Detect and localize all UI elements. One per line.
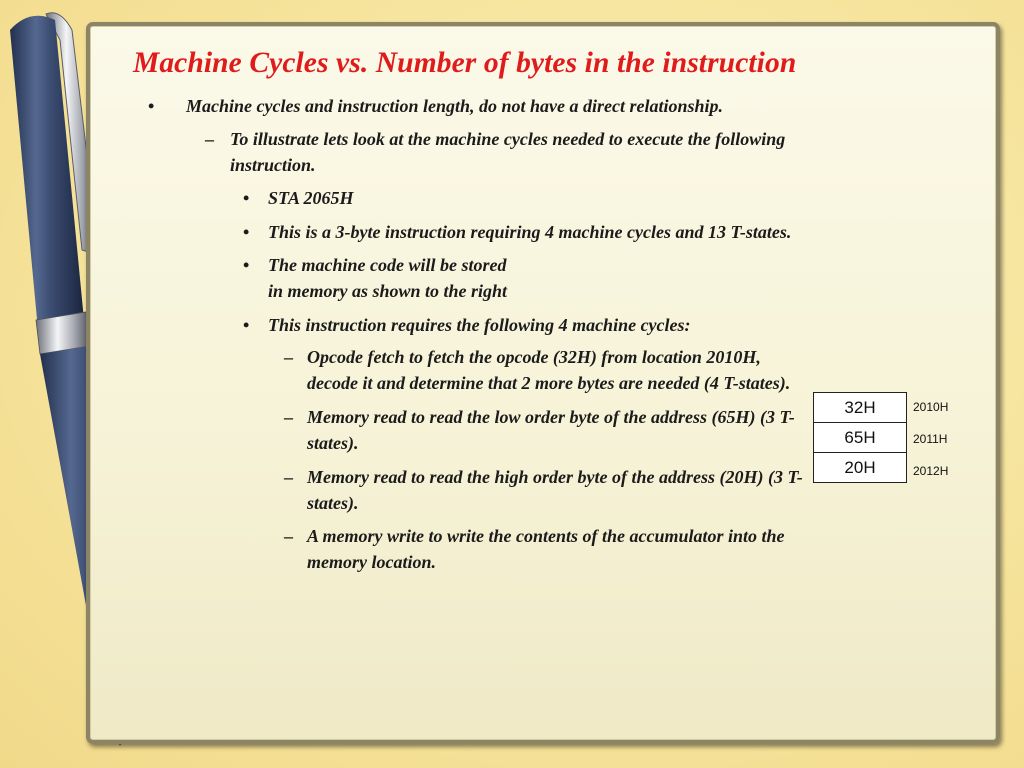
cycle-memory-read-high: Memory read to read the high order byte of the address (20H) (3 T- xyxy=(307,467,803,487)
slide-title: Machine Cycles vs. Number of bytes in the instruction xyxy=(133,47,797,79)
bullet-text-relationship: Machine cycles and instruction length, do not have a direct relationship. xyxy=(186,96,724,116)
bullet-dot: • xyxy=(243,222,250,242)
cycle-memory-write-cont: memory location. xyxy=(307,552,436,572)
bullet-text-bytes: This is a 3-byte instruction requiring 4 machine cycles and 13 T-states. xyxy=(268,222,792,242)
cycle-memory-read-high-cont: states). xyxy=(307,493,359,513)
bullet-dash: – xyxy=(284,526,293,546)
bullet-text-requires: This instruction requires the following 4 machine cycles: xyxy=(268,315,691,335)
bullet-text-code-cont: in memory as shown to the right xyxy=(268,281,508,301)
bullet-dash: – xyxy=(284,467,293,487)
bullet-dash: – xyxy=(205,129,214,149)
cycle-opcode-fetch: Opcode fetch to fetch the opcode (32H) from location 2010H, xyxy=(307,347,761,367)
bullet-dot: • xyxy=(148,96,155,116)
bullet-text-illustrate-cont: instruction. xyxy=(230,155,316,175)
memory-address: 2011H xyxy=(913,432,948,446)
bullet-dash: – xyxy=(284,407,293,427)
bullet-text-code: The machine code will be stored xyxy=(268,255,507,275)
bullet-dot: • xyxy=(243,188,250,208)
bullet-text-sta: STA 2065H xyxy=(268,188,354,208)
memory-cell: 32H xyxy=(814,393,906,423)
memory-address: 2010H xyxy=(913,400,949,414)
memory-cell: 65H xyxy=(814,423,906,453)
bullet-dot: • xyxy=(243,315,250,335)
bullet-dash: – xyxy=(284,347,293,367)
memory-cell: 20H xyxy=(814,453,906,482)
cycle-opcode-fetch-cont: decode it and determine that 2 more bytes are needed (4 T-states). xyxy=(307,373,791,393)
cycle-memory-read-low-cont: states). xyxy=(307,433,359,453)
cycle-memory-write: A memory write to write the contents of the accumulator into the xyxy=(307,526,785,546)
bullet-dot: • xyxy=(243,255,250,275)
bullet-text-illustrate: To illustrate lets look at the machine cycles needed to execute the following xyxy=(230,129,786,149)
memory-address: 2012H xyxy=(913,464,949,478)
memory-table xyxy=(813,392,907,483)
cycle-memory-read-low: Memory read to read the low order byte of the address (65H) (3 T- xyxy=(307,407,795,427)
